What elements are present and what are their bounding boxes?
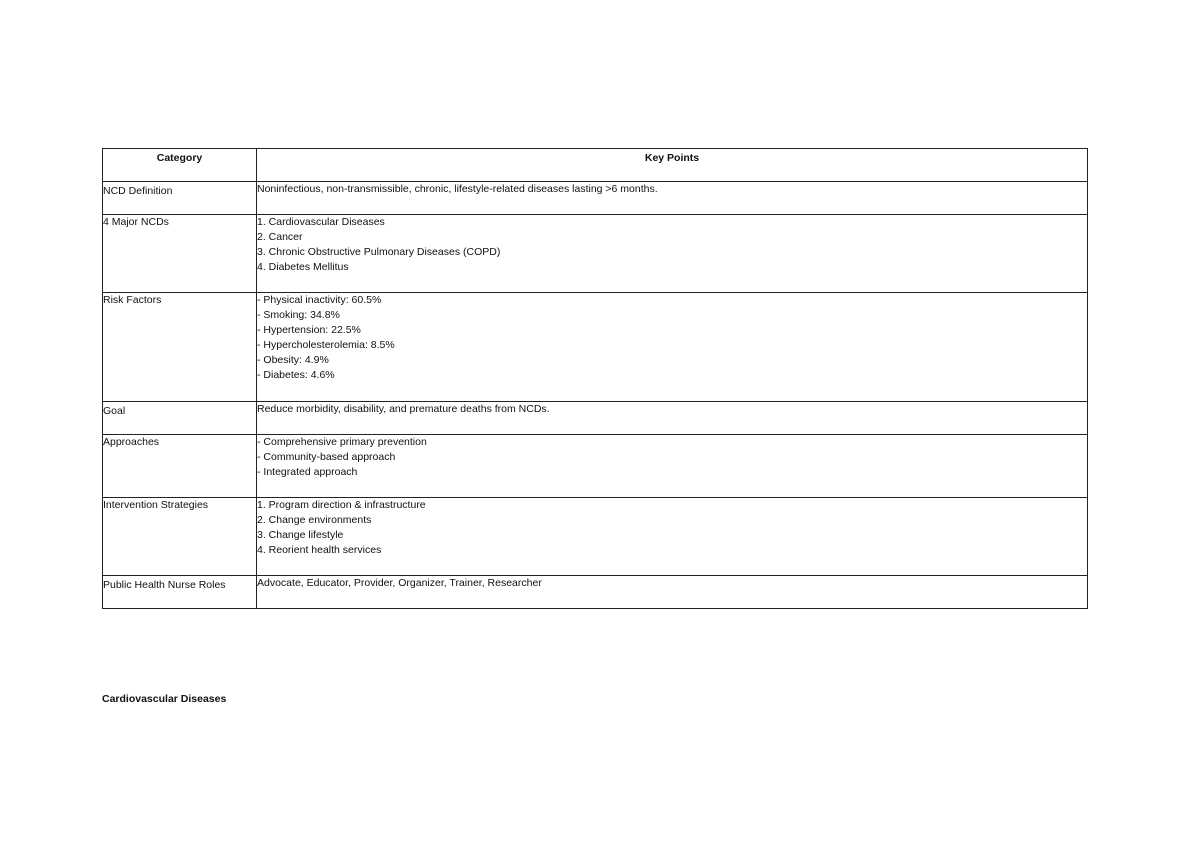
category-label: 4 Major NCDs <box>103 216 169 228</box>
point-text: Reduce morbidity, disability, and premature deaths from NCDs. <box>257 403 550 415</box>
point-text: - Diabetes: 4.6% <box>257 369 335 381</box>
column-header-category: Category <box>103 149 257 182</box>
table-row <box>103 435 1088 498</box>
row-key-points <box>257 576 1088 609</box>
point-text: Noninfectious, non-transmissible, chronic, lifestyle-related diseases lasting >6 months. <box>257 183 658 195</box>
row-category <box>103 402 257 435</box>
row-category <box>103 498 257 576</box>
row-key-points <box>257 435 1088 498</box>
row-key-points <box>257 215 1088 293</box>
table-row <box>103 498 1088 576</box>
row-category <box>103 576 257 609</box>
point-text: - Integrated approach <box>257 466 358 478</box>
point-text: 3. Chronic Obstructive Pulmonary Diseases (COPD) <box>257 246 501 258</box>
point-text: 2. Cancer <box>257 231 303 243</box>
row-key-points <box>257 498 1088 576</box>
table-row <box>103 215 1088 293</box>
category-label: Risk Factors <box>103 294 162 306</box>
table-row <box>103 576 1088 609</box>
point-text: 4. Diabetes Mellitus <box>257 261 349 273</box>
point-text: - Hypercholesterolemia: 8.5% <box>257 339 395 351</box>
table-row <box>103 402 1088 435</box>
row-category <box>103 293 257 402</box>
table-row <box>103 293 1088 402</box>
row-key-points <box>257 293 1088 402</box>
row-key-points <box>257 402 1088 435</box>
row-category <box>103 435 257 498</box>
point-text: 2. Change environments <box>257 514 372 526</box>
row-key-points <box>257 182 1088 215</box>
point-text: 4. Reorient health services <box>257 544 382 556</box>
category-label: Intervention Strategies <box>103 499 209 511</box>
point-text: - Physical inactivity: 60.5% <box>257 294 382 306</box>
point-text: Advocate, Educator, Provider, Organizer, Trainer, Researcher <box>257 577 542 589</box>
category-label: NCD Definition <box>103 185 173 197</box>
table-row <box>103 182 1088 215</box>
row-category <box>103 215 257 293</box>
point-text: 1. Program direction & infrastructure <box>257 499 426 511</box>
row-category <box>103 182 257 215</box>
point-text: 3. Change lifestyle <box>257 529 344 541</box>
table-header-row <box>103 149 1088 182</box>
column-header-key-points: Key Points <box>257 149 1088 182</box>
point-text: - Hypertension: 22.5% <box>257 324 361 336</box>
ncd-summary-table <box>102 148 1088 609</box>
point-text: - Smoking: 34.8% <box>257 309 340 321</box>
category-label: Goal <box>103 405 126 417</box>
point-text: - Community-based approach <box>257 451 396 463</box>
point-text: 1. Cardiovascular Diseases <box>257 216 385 228</box>
category-label: Approaches <box>103 436 160 448</box>
category-label: Public Health Nurse Roles <box>103 579 226 591</box>
point-text: - Comprehensive primary prevention <box>257 436 427 448</box>
point-text: - Obesity: 4.9% <box>257 354 329 366</box>
section-title: Cardiovascular Diseases <box>102 693 227 705</box>
